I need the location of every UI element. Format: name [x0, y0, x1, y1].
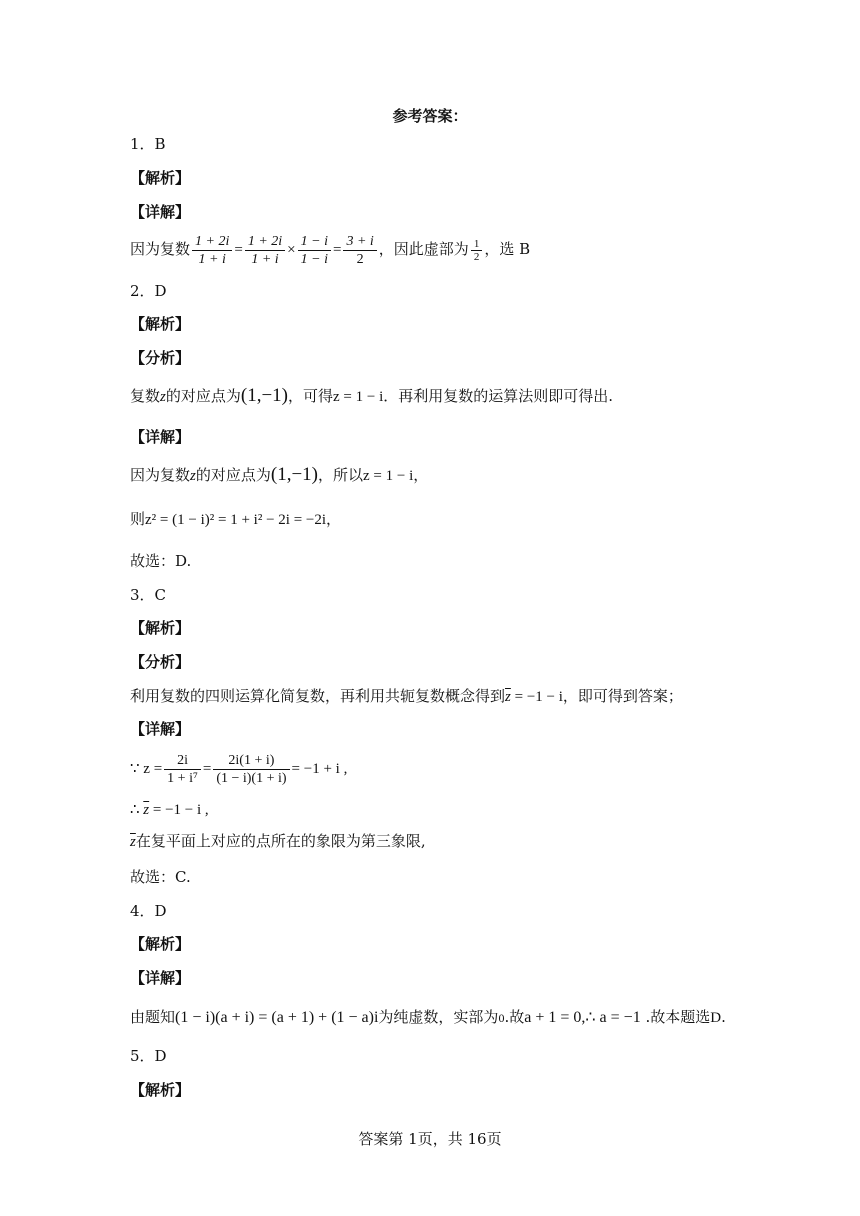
q3-a-eq: = −1 − i — [510, 689, 563, 705]
q4-a-zero: 0 — [498, 1011, 505, 1025]
q2-c-pre: 则 — [130, 510, 146, 528]
q5-jiexi-label: 【解析】 — [130, 1081, 191, 1099]
q2-a-mid2: ，可得 — [288, 387, 334, 405]
q3-jiexi-label: 【解析】 — [130, 619, 191, 637]
q1-eq-2: = — [332, 242, 342, 258]
q1-jiexi-label: 【解析】 — [130, 169, 191, 187]
q2-detail-line-1 — [130, 464, 428, 487]
q4-jiexi-label: 【解析】 — [130, 935, 191, 953]
q4-a-pre: 由题知 — [130, 1008, 176, 1026]
q3-c-post: = −1 − i , — [149, 802, 209, 818]
q1-text-post: ，选 B — [484, 240, 531, 258]
q3-answer: 故选：C. — [130, 868, 191, 886]
q3-b-eq: = — [202, 761, 212, 777]
q1-f3-num: 1 − i — [298, 233, 331, 251]
q2-a-post: ．再利用复数的运算法则即可得出. — [383, 387, 614, 405]
q1-f2-num: 1 + 2i — [245, 233, 285, 251]
q1-xiangjie-label: 【详解】 — [130, 203, 191, 221]
q4-number: 4．D — [130, 902, 167, 920]
page-title: 参考答案： — [392, 107, 468, 125]
q3-xiangjie-label: 【详解】 — [130, 720, 191, 738]
q1-fraction-1 — [192, 233, 232, 268]
q2-detail-line-2 — [130, 508, 341, 531]
q2-b-post: ， — [413, 466, 429, 484]
q2-a-pre: 复数 — [130, 387, 161, 405]
q1-half-num: 1 — [471, 238, 483, 251]
q2-c-post: ， — [326, 510, 342, 528]
q1-f4-den: 2 — [356, 251, 364, 267]
q1-fraction-3 — [298, 233, 331, 268]
q2-b-z: z — [190, 468, 196, 484]
q3-detail-line-2 — [130, 798, 209, 821]
q4-a-res: a + 1 = 0,∴ a = −1 — [524, 1009, 641, 1026]
q2-answer: 故选：D. — [130, 552, 192, 570]
q2-xiangjie-label: 【详解】 — [130, 428, 191, 446]
q1-times: × — [287, 242, 296, 258]
q1-fraction-2 — [245, 233, 285, 268]
q2-analysis-line — [130, 385, 613, 408]
q2-a-mid: 的对应点为 — [165, 387, 241, 405]
q3-c-pre: ∴ — [130, 802, 144, 818]
q2-fenxi-label: 【分析】 — [130, 349, 191, 367]
q2-jiexi-label: 【解析】 — [130, 315, 191, 333]
q4-a-mid: 为纯虚数，实部为 — [378, 1008, 499, 1026]
q2-b-eq: z = 1 − i — [363, 468, 414, 484]
q1-text-pre: 因为复数 — [130, 240, 191, 258]
q5-number: 5．D — [130, 1047, 167, 1065]
page-footer: 答案第 1页，共 16页 — [358, 1130, 502, 1148]
q3-c-zbar: $\overline{z}$ — [143, 802, 150, 818]
q3-b-pre: ∵ z = — [130, 761, 163, 777]
q1-half-fraction — [471, 238, 483, 263]
q3-fraction-1 — [164, 752, 201, 787]
q2-number: 2．D — [130, 282, 167, 300]
q3-fraction-2 — [213, 752, 289, 787]
q3-detail-line-1 — [130, 748, 347, 789]
q3-fenxi-label: 【分析】 — [130, 653, 191, 671]
q4-a-mid3: .故本题选 — [640, 1008, 711, 1026]
q2-b-mid2: ，所以 — [318, 466, 364, 484]
q2-a-eq: z = 1 − i — [333, 389, 384, 405]
q4-xiangjie-label: 【详解】 — [130, 969, 191, 987]
q4-a-expr: (1 − i)(a + i) = (a + 1) + (1 − a)i — [175, 1009, 379, 1026]
q3-a-pre: 利用复数的四则运算化简复数，再利用共轭复数概念得到 — [130, 687, 506, 705]
q1-text-mid: ，因此虚部为 — [378, 240, 469, 258]
q3-detail-line-3 — [130, 830, 426, 853]
q4-detail-line — [130, 1006, 726, 1029]
q3-f1-den: 1 + i⁷ — [167, 770, 198, 786]
q1-f4-num: 3 + i — [343, 233, 376, 251]
q1-eq-1: = — [234, 242, 243, 258]
q2-a-point: (1,−1) — [240, 385, 288, 406]
q3-number: 3．C — [130, 586, 167, 604]
q1-number: 1．B — [130, 135, 166, 153]
q1-half-den: 2 — [473, 250, 480, 263]
q1-f1-num: 1 + 2i — [192, 233, 232, 251]
q3-b-post: = −1 + i , — [291, 761, 348, 777]
q2-c-eq: z² = (1 − i)² = 1 + i² − 2i = −2i — [145, 512, 327, 528]
q2-b-point: (1,−1) — [270, 464, 318, 485]
q3-f1-num: 2i — [164, 752, 201, 770]
q2-b-pre: 因为复数 — [130, 466, 191, 484]
q4-a-ans: D — [710, 1010, 722, 1026]
q2-b-mid: 的对应点为 — [195, 466, 271, 484]
q4-a-mid2: .故 — [504, 1008, 525, 1026]
q3-d-post: 在复平面上对应的点所在的象限为第三象限, — [135, 832, 426, 850]
q4-a-post: . — [721, 1008, 726, 1026]
q1-fraction-4 — [343, 233, 376, 268]
q2-a-z: z — [160, 389, 166, 405]
q3-a-zbar: $\overline{z}$ — [505, 689, 511, 705]
q3-f2-den: (1 − i)(1 + i) — [216, 770, 287, 786]
q3-analysis-line — [130, 685, 683, 708]
q3-f2-num: 2i(1 + i) — [213, 752, 289, 770]
q1-solution-line — [130, 229, 530, 270]
q3-a-post: ，即可得到答案； — [562, 687, 683, 705]
q1-f2-den: 1 + i — [251, 251, 279, 267]
q1-f3-den: 1 − i — [300, 251, 328, 267]
q3-d-zbar: $\overline{z}$ — [130, 834, 136, 850]
q1-f1-den: 1 + i — [198, 251, 226, 267]
